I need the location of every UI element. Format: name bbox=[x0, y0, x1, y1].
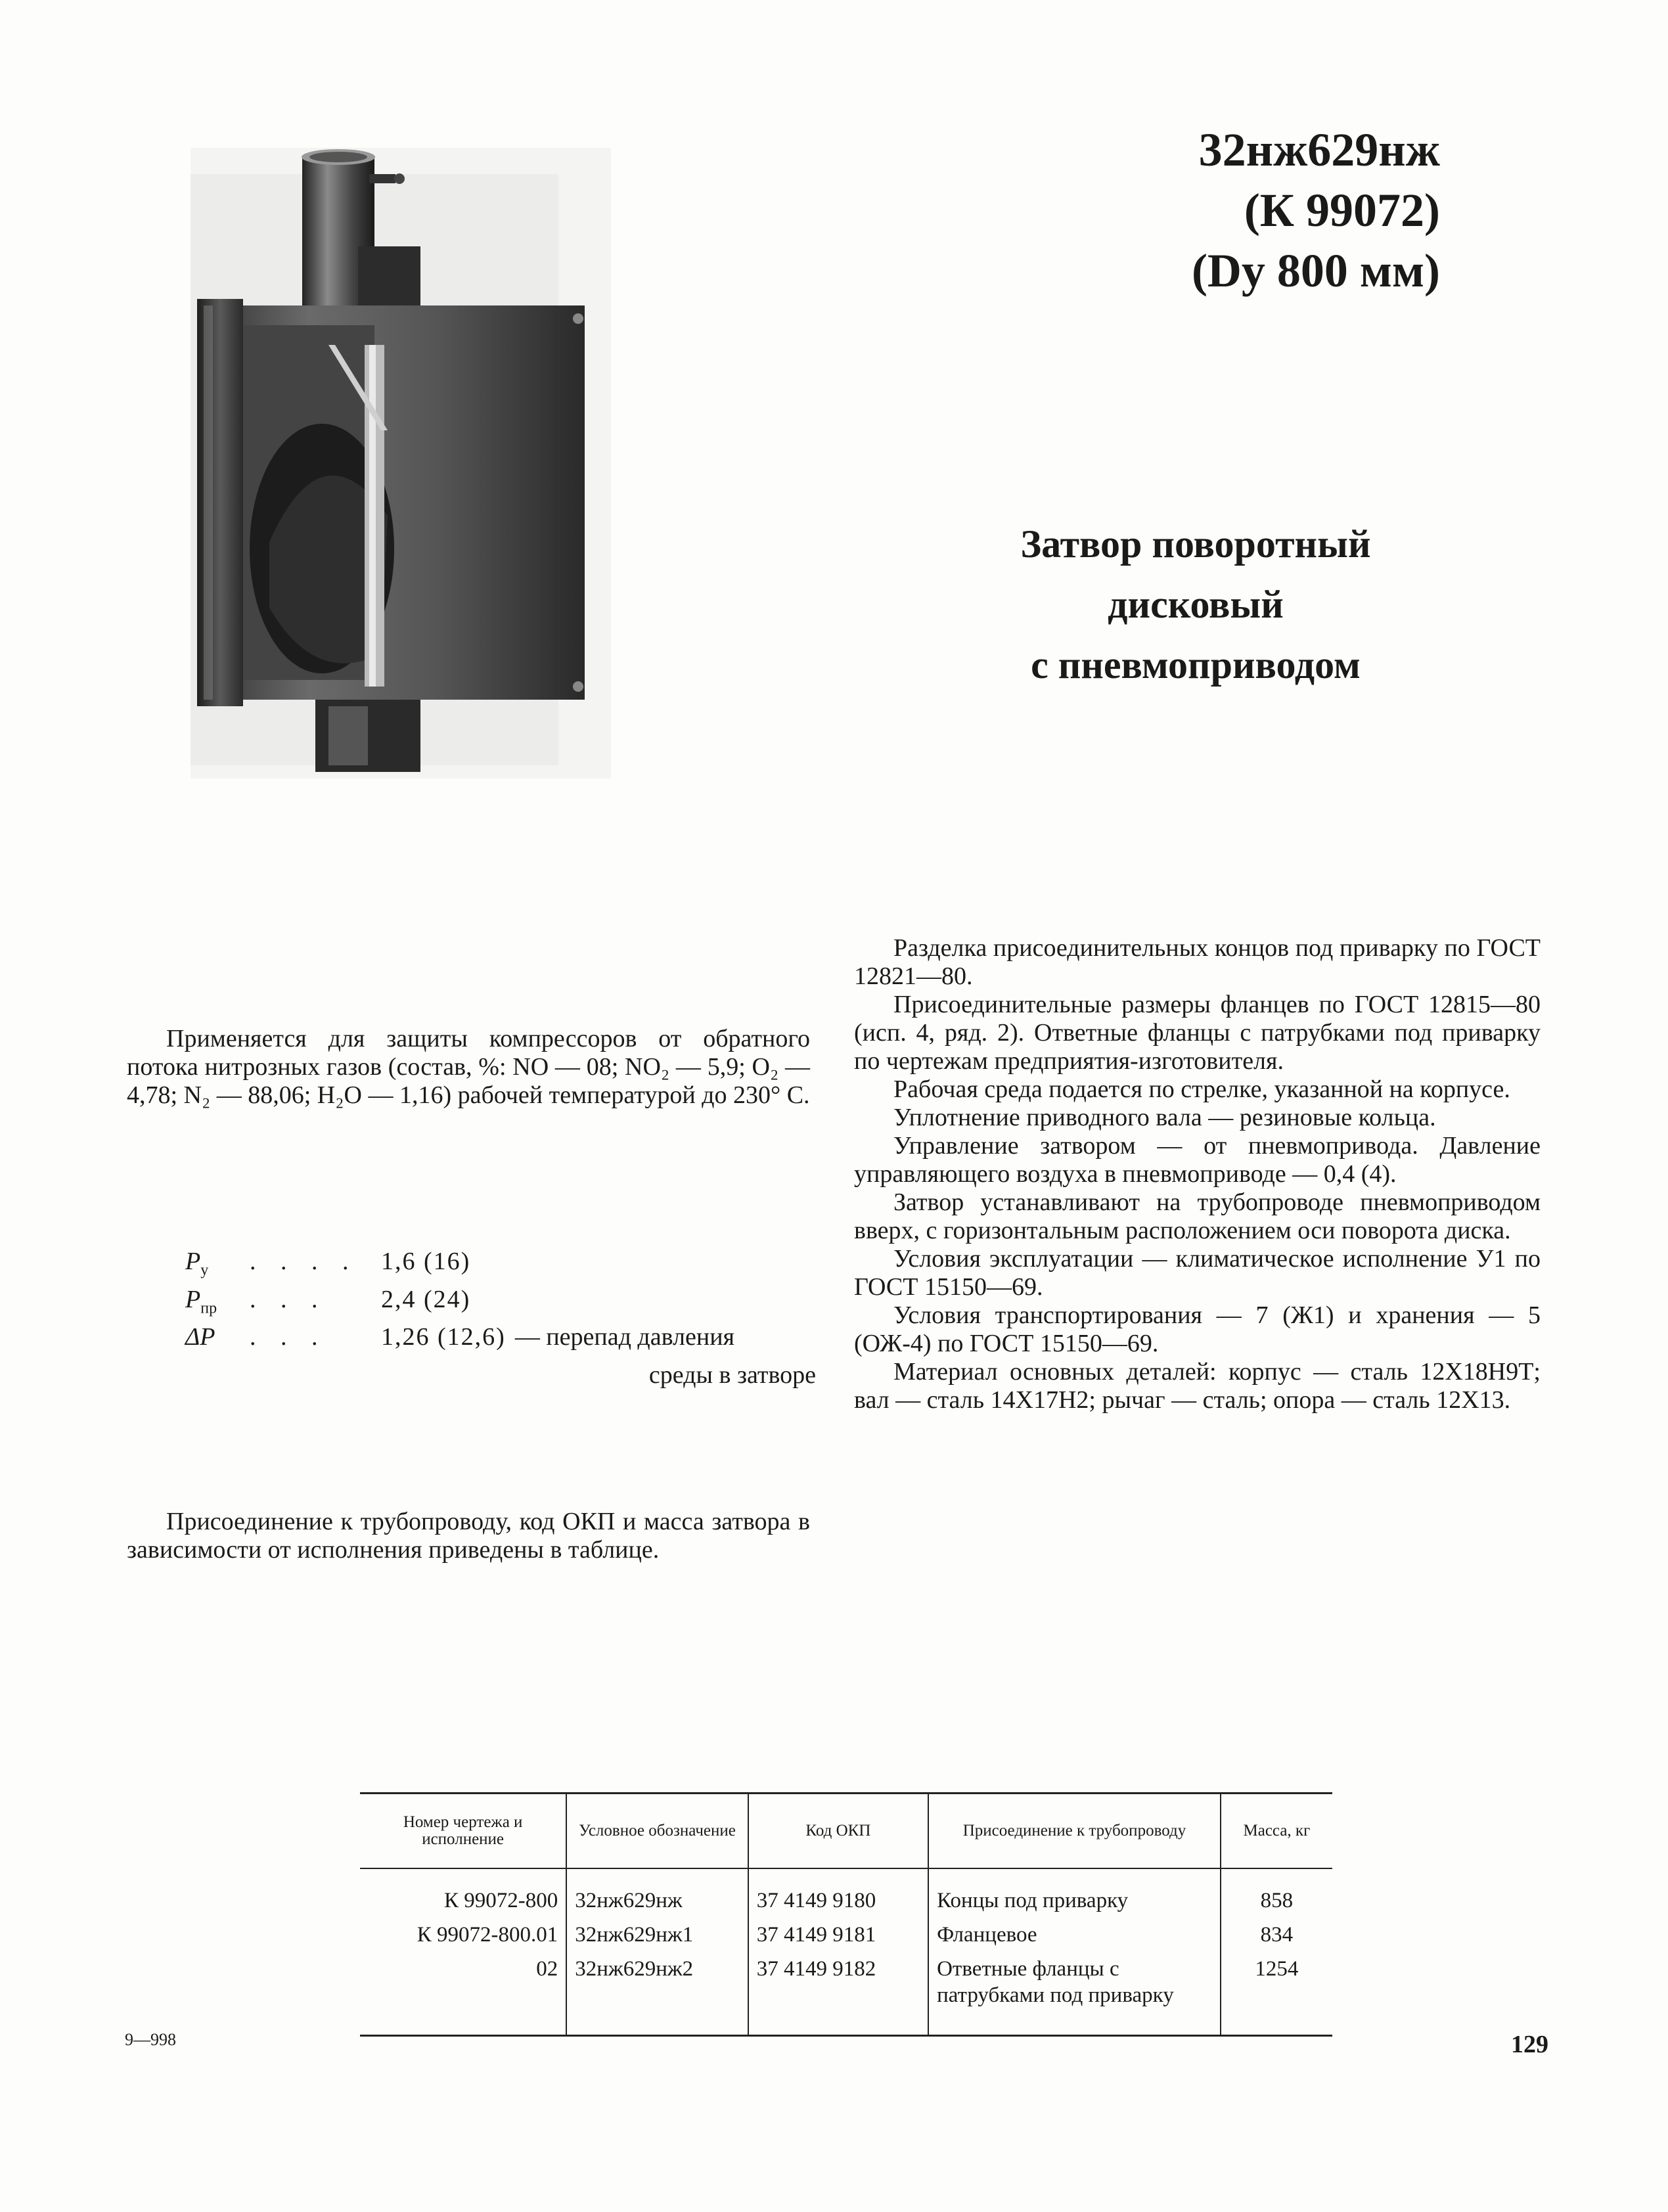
application-text bbox=[127, 1025, 810, 1110]
page-number: 129 bbox=[1511, 2031, 1548, 2058]
product-title bbox=[966, 514, 1426, 695]
cell-connection: Ответные фланцы с патрубками под приварку bbox=[928, 1952, 1221, 2036]
column-header-designation: Условное обозначение bbox=[566, 1794, 748, 1869]
param-row bbox=[185, 1247, 816, 1285]
param-symbol: ΔP bbox=[185, 1323, 215, 1351]
spec-paragraph: Затвор устанавливают на трубопроводе пневмоприводом вверх, с горизонтальным расположением оси поворота диска. bbox=[854, 1188, 1541, 1244]
cell-drawing: 02 bbox=[360, 1952, 566, 2036]
spec-paragraph: Присоединительные размеры фланцев по ГОСТ 12815—80 (исп. 4, ряд. 2). Ответные фланцы с патрубками под приварку по чертежам предприятия-изготовителя. bbox=[854, 991, 1541, 1075]
specification-text bbox=[854, 934, 1541, 1414]
table-row bbox=[360, 1952, 1332, 2036]
param-subscript: у bbox=[200, 1261, 209, 1279]
column-header-drawing: Номер чертежа и исполнение bbox=[360, 1794, 566, 1869]
spec-paragraph: Управление затвором — от пневмопривода. Давление управляющего воздуха в пневмоприводе — 0,4 (4). bbox=[854, 1132, 1541, 1188]
product-designation bbox=[1192, 120, 1440, 301]
column-header-mass: Масса, кг bbox=[1221, 1794, 1332, 1869]
designation-code: 32нж629нж bbox=[1198, 124, 1440, 176]
spec-paragraph: Материал основных деталей: корпус — сталь 12Х18Н9Т; вал — сталь 14Х17Н2; рычаг — сталь; опора — сталь 12Х13. bbox=[854, 1358, 1541, 1414]
application-paragraph: Применяется для защиты компрессоров от обратного потока нитрозных газов (состав, %: NO — 08; NO₂ — 5,9; O₂ — 4,78; N₂ — 88,06; H₂O — 1,16) рабочей температурой до 230° С. bbox=[127, 1025, 810, 1109]
param-value: 1,26 (12,6) bbox=[381, 1323, 506, 1351]
table-row bbox=[360, 1868, 1332, 1918]
cell-designation: 32нж629нж1 bbox=[566, 1918, 748, 1952]
spec-paragraph: Уплотнение приводного вала — резиновые кольца. bbox=[893, 1104, 1436, 1131]
param-value: 2,4 (24) bbox=[381, 1285, 471, 1313]
column-header-okp: Код ОКП bbox=[748, 1794, 928, 1869]
param-name bbox=[185, 1285, 250, 1323]
designation-drawing: (К 99072) bbox=[1244, 184, 1440, 237]
cell-mass: 858 bbox=[1221, 1868, 1332, 1918]
param-row bbox=[185, 1322, 816, 1361]
cell-mass: 1254 bbox=[1221, 1952, 1332, 2036]
param-symbol: P bbox=[185, 1248, 201, 1275]
table-header-row bbox=[360, 1794, 1332, 1869]
param-note-continuation: среды в затворе bbox=[648, 1361, 816, 1389]
spec-paragraph: Условия эксплуатации — климатическое исполнение У1 по ГОСТ 15150—69. bbox=[854, 1245, 1541, 1301]
cell-drawing: К 99072-800 bbox=[444, 1889, 558, 1912]
param-name bbox=[185, 1322, 250, 1361]
title-line-1: Затвор поворотный bbox=[1020, 522, 1371, 566]
cell-connection: Концы под приварку bbox=[928, 1868, 1221, 1918]
valve-photo bbox=[191, 148, 611, 779]
param-dots: . . . bbox=[250, 1285, 327, 1313]
spec-paragraph: Рабочая среда подается по стрелке, указанной на корпусе. bbox=[893, 1075, 1510, 1103]
cell-okp: 37 4149 9181 bbox=[748, 1918, 928, 1952]
pressure-params bbox=[185, 1247, 816, 1389]
param-row bbox=[185, 1285, 816, 1323]
spec-paragraph: Разделка присоединительных концов под приварку по ГОСТ 12821—80. bbox=[854, 934, 1541, 990]
param-subscript: пр bbox=[200, 1299, 217, 1317]
table-row bbox=[360, 1918, 1332, 1952]
variants-table bbox=[360, 1792, 1332, 2037]
param-name bbox=[185, 1247, 250, 1285]
param-dots: . . . . bbox=[250, 1248, 358, 1275]
column-header-connection: Присоединение к трубопроводу bbox=[928, 1794, 1221, 1869]
cell-designation: 32нж629нж bbox=[566, 1868, 748, 1918]
cell-okp: 37 4149 9180 bbox=[748, 1868, 928, 1918]
connection-text bbox=[127, 1508, 810, 1564]
cell-connection: Фланцевое bbox=[928, 1918, 1221, 1952]
print-mark: 9—998 bbox=[125, 2030, 176, 2049]
param-dots: . . . bbox=[250, 1323, 327, 1351]
param-symbol: P bbox=[185, 1285, 201, 1313]
cell-okp: 37 4149 9182 bbox=[748, 1952, 928, 2036]
title-line-3: с пневмоприводом bbox=[1031, 643, 1361, 687]
title-line-2: дисковый bbox=[1108, 583, 1284, 626]
spec-paragraph: Условия транспортирования — 7 (Ж1) и хранения — 5 (ОЖ-4) по ГОСТ 15150—69. bbox=[854, 1301, 1541, 1357]
param-note: — перепад давления bbox=[514, 1323, 735, 1351]
cell-drawing: К 99072-800.01 bbox=[417, 1923, 558, 1947]
cell-designation: 32нж629нж2 bbox=[566, 1952, 748, 2036]
cell-mass: 834 bbox=[1221, 1918, 1332, 1952]
connection-paragraph: Присоединение к трубопроводу, код ОКП и масса затвора в зависимости от исполнения приведены в таблице. bbox=[127, 1508, 810, 1564]
designation-diameter: (Dу 800 мм) bbox=[1191, 244, 1440, 297]
param-value: 1,6 (16) bbox=[381, 1248, 471, 1275]
